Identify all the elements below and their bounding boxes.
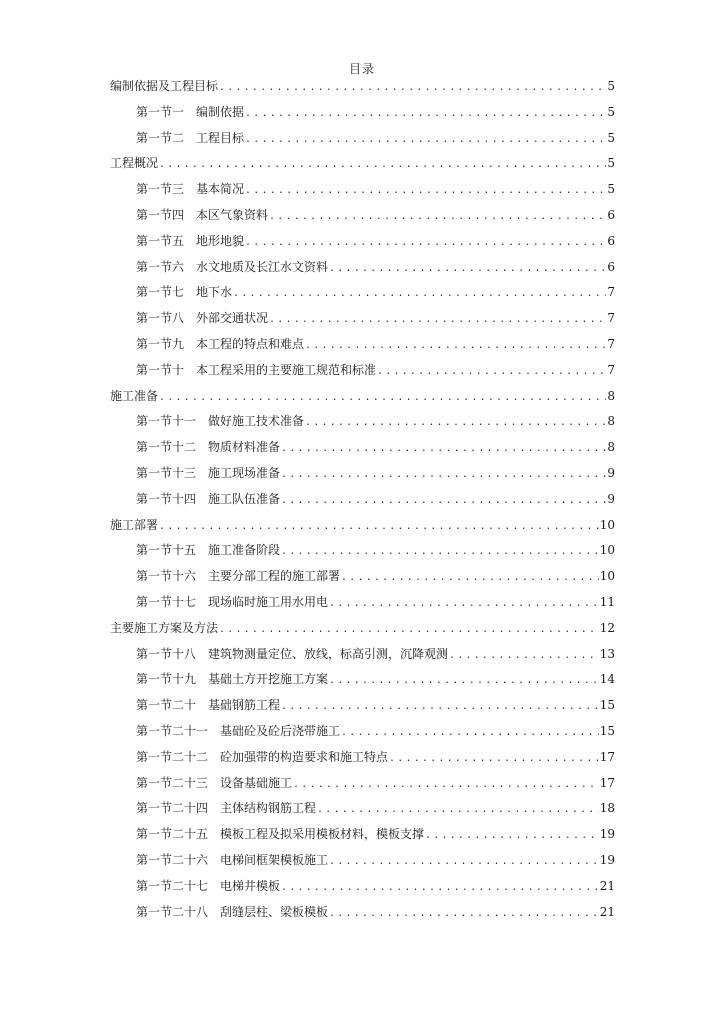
toc-page-number: 5 xyxy=(607,79,615,93)
toc-dot-leader xyxy=(159,159,606,170)
toc-subsection-entry[interactable] xyxy=(110,309,615,335)
toc-entry-label xyxy=(110,154,158,171)
toc-entry-text: 电梯间框架模板施工 xyxy=(220,852,329,867)
toc-entry-number: 第一节二十四 xyxy=(136,801,209,816)
toc-page-number: 21 xyxy=(599,878,615,893)
toc-entry-label xyxy=(110,516,158,533)
toc-entry-text: 模板工程及拟采用模板材料，模板支撑 xyxy=(220,827,425,842)
toc-chapter-entry[interactable] xyxy=(110,387,615,413)
toc-dot-leader xyxy=(281,495,606,506)
toc-entry-label xyxy=(136,129,244,146)
toc-dot-leader xyxy=(341,572,599,583)
table-of-contents xyxy=(110,77,615,928)
toc-subsection-entry[interactable] xyxy=(110,180,615,206)
toc-entry-text: 本区气象资料 xyxy=(196,207,269,222)
toc-entry-number: 第一节十 xyxy=(136,362,185,377)
toc-entry-text: 主要分部工程的施工部署 xyxy=(208,569,341,584)
toc-page-number: 14 xyxy=(599,672,615,687)
toc-dot-leader xyxy=(329,856,599,867)
toc-entry-label xyxy=(136,722,340,739)
toc-subsection-entry[interactable] xyxy=(110,722,615,748)
toc-subsection-entry[interactable] xyxy=(110,903,615,929)
toc-entry-label xyxy=(136,103,244,120)
toc-entry-number: 第一节七 xyxy=(136,285,185,300)
toc-entry-text: 基础钢筋工程 xyxy=(208,698,281,713)
toc-dot-leader xyxy=(449,650,599,661)
toc-page-number: 9 xyxy=(607,491,615,506)
toc-page-number: 7 xyxy=(607,311,615,326)
toc-entry-number: 第一节六 xyxy=(136,259,185,274)
toc-entry-number: 第一节四 xyxy=(136,207,185,222)
toc-entry-number: 第一节十五 xyxy=(136,543,197,558)
toc-page-number: 6 xyxy=(607,207,615,222)
toc-entry-label xyxy=(136,541,280,558)
toc-entry-label xyxy=(136,490,280,507)
toc-subsection-entry[interactable] xyxy=(110,412,615,438)
toc-entry-label xyxy=(136,283,232,300)
toc-entry-text: 基本简况 xyxy=(196,182,245,197)
toc-dot-leader xyxy=(305,417,606,428)
toc-subsection-entry[interactable] xyxy=(110,438,615,464)
toc-entry-text: 建筑物测量定位、放线，标高引测，沉降观测 xyxy=(208,646,449,661)
toc-subsection-entry[interactable] xyxy=(110,799,615,825)
toc-entry-label xyxy=(136,180,244,197)
toc-entry-label xyxy=(136,335,304,352)
toc-subsection-entry[interactable] xyxy=(110,877,615,903)
toc-subsection-entry[interactable] xyxy=(110,258,615,284)
toc-entry-text: 现场临时施工用水用电 xyxy=(208,594,329,609)
toc-entry-number: 第一节二十七 xyxy=(136,878,209,893)
toc-entry-label xyxy=(136,309,268,326)
toc-entry-label xyxy=(136,232,244,249)
toc-entry-number: 第一节二十五 xyxy=(136,827,209,842)
toc-entry-number: 第一节八 xyxy=(136,311,185,326)
toc-entry-number: 第一节二十 xyxy=(136,698,197,713)
toc-entry-label xyxy=(136,696,280,713)
toc-entry-text: 施工队伍准备 xyxy=(208,491,281,506)
toc-dot-leader xyxy=(329,675,599,686)
toc-entry-number: 第一节九 xyxy=(136,336,185,351)
toc-entry-number: 第一节十三 xyxy=(136,465,197,480)
toc-entry-number: 第一节十六 xyxy=(136,569,197,584)
toc-dot-leader xyxy=(293,779,599,790)
toc-page-number: 8 xyxy=(607,414,615,429)
toc-dot-leader xyxy=(245,134,606,145)
toc-dot-leader xyxy=(281,882,599,893)
toc-page-number: 7 xyxy=(607,362,615,377)
toc-entry-label xyxy=(136,464,280,481)
toc-page-number: 10 xyxy=(599,569,615,584)
toc-entry-text: 刮缝层柱、梁板模板 xyxy=(220,904,329,919)
toc-entry-label xyxy=(136,412,304,429)
toc-subsection-entry[interactable] xyxy=(110,696,615,722)
toc-dot-leader xyxy=(281,701,599,712)
toc-entry-number: 第一节十四 xyxy=(136,491,197,506)
toc-subsection-entry[interactable] xyxy=(110,283,615,309)
toc-entry-number: 第一节二十八 xyxy=(136,904,209,919)
toc-entry-label xyxy=(136,567,340,584)
toc-page-number: 5 xyxy=(607,130,615,145)
toc-entry-text: 水文地质及长江水文资料 xyxy=(196,259,329,274)
toc-dot-leader xyxy=(281,546,599,557)
toc-entry-text: 工程概况 xyxy=(110,156,159,171)
toc-subsection-entry[interactable] xyxy=(110,851,615,877)
toc-entry-label xyxy=(136,206,268,223)
toc-entry-number: 第一节十九 xyxy=(136,672,197,687)
toc-dot-leader xyxy=(317,804,599,815)
toc-dot-leader xyxy=(245,237,606,248)
toc-entry-text: 工程目标 xyxy=(196,130,245,145)
toc-entry-text: 做好施工技术准备 xyxy=(208,414,305,429)
toc-entry-label xyxy=(110,77,218,94)
toc-entry-text: 主要施工方案及方法 xyxy=(110,620,219,635)
toc-entry-number: 第一节五 xyxy=(136,233,185,248)
toc-entry-text: 砼加强带的构造要求和施工特点 xyxy=(220,749,389,764)
toc-subsection-entry[interactable] xyxy=(110,825,615,851)
toc-entry-number: 第一节十八 xyxy=(136,646,197,661)
toc-dot-leader xyxy=(305,340,606,351)
toc-entry-label xyxy=(136,903,328,920)
toc-dot-leader xyxy=(245,108,606,119)
toc-subsection-entry[interactable] xyxy=(110,129,615,155)
toc-dot-leader xyxy=(269,314,606,325)
toc-subsection-entry[interactable] xyxy=(110,541,615,567)
toc-entry-text: 地形地貌 xyxy=(196,233,245,248)
toc-page-number: 19 xyxy=(599,852,615,867)
toc-dot-leader xyxy=(389,753,599,764)
toc-entry-text: 本工程采用的主要施工规范和标准 xyxy=(196,362,377,377)
toc-dot-leader xyxy=(425,830,599,841)
toc-page-number: 9 xyxy=(607,465,615,480)
toc-dot-leader xyxy=(329,598,599,609)
toc-page-number: 21 xyxy=(599,904,615,919)
toc-page-number: 7 xyxy=(607,285,615,300)
toc-chapter-entry[interactable] xyxy=(110,77,615,103)
toc-page-number: 12 xyxy=(599,620,615,635)
toc-subsection-entry[interactable] xyxy=(110,361,615,387)
toc-entry-text: 基础砼及砼后浇带施工 xyxy=(220,723,341,738)
toc-entry-label xyxy=(136,258,328,275)
toc-entry-label xyxy=(136,361,376,378)
toc-page-number: 8 xyxy=(607,388,615,403)
toc-subsection-entry[interactable] xyxy=(110,567,615,593)
toc-entry-number: 第一节十二 xyxy=(136,440,197,455)
toc-page-number: 17 xyxy=(599,749,615,764)
toc-dot-leader xyxy=(329,908,599,919)
toc-entry-label xyxy=(136,825,424,842)
toc-subsection-entry[interactable] xyxy=(110,748,615,774)
toc-dot-leader xyxy=(219,624,599,635)
toc-title: 目录 xyxy=(348,62,375,76)
toc-entry-number: 第一节二十一 xyxy=(136,723,209,738)
toc-entry-number: 第一节二十六 xyxy=(136,852,209,867)
toc-page-number: 18 xyxy=(599,801,615,816)
toc-page-number: 13 xyxy=(599,646,615,661)
toc-dot-leader xyxy=(233,288,606,299)
toc-dot-leader xyxy=(329,263,606,274)
toc-entry-number: 第一节二十二 xyxy=(136,749,209,764)
toc-chapter-entry[interactable] xyxy=(110,154,615,180)
toc-entry-text: 编制依据 xyxy=(196,104,245,119)
toc-chapter-entry[interactable] xyxy=(110,516,615,542)
toc-page-number: 19 xyxy=(599,827,615,842)
toc-entry-text: 施工现场准备 xyxy=(208,465,281,480)
toc-entry-text: 施工准备阶段 xyxy=(208,543,281,558)
toc-entry-label xyxy=(110,619,218,636)
toc-entry-label xyxy=(136,774,292,791)
toc-page-number: 6 xyxy=(607,233,615,248)
toc-entry-text: 外部交通状况 xyxy=(196,311,269,326)
toc-entry-label xyxy=(136,851,328,868)
toc-dot-leader xyxy=(281,443,606,454)
toc-subsection-entry[interactable] xyxy=(110,593,615,619)
toc-entry-number: 第一节二 xyxy=(136,130,185,145)
toc-entry-label xyxy=(136,593,328,610)
toc-dot-leader xyxy=(269,211,606,222)
toc-dot-leader xyxy=(377,366,606,377)
toc-chapter-entry[interactable] xyxy=(110,619,615,645)
toc-dot-leader xyxy=(341,727,599,738)
toc-subsection-entry[interactable] xyxy=(110,103,615,129)
toc-subsection-entry[interactable] xyxy=(110,206,615,232)
toc-entry-label xyxy=(136,645,448,662)
toc-entry-number: 第一节十一 xyxy=(136,414,197,429)
toc-entry-text: 物质材料准备 xyxy=(208,440,281,455)
toc-page-number: 10 xyxy=(599,517,615,532)
toc-subsection-entry[interactable] xyxy=(110,774,615,800)
toc-entry-label xyxy=(136,799,316,816)
toc-dot-leader xyxy=(281,469,606,480)
toc-page-number: 15 xyxy=(599,698,615,713)
toc-entry-text: 施工部署 xyxy=(110,517,159,532)
toc-page-number: 6 xyxy=(607,259,615,274)
toc-page-number: 11 xyxy=(599,594,615,609)
toc-page-number: 17 xyxy=(599,775,615,790)
toc-entry-text: 本工程的特点和难点 xyxy=(196,336,305,351)
toc-dot-leader xyxy=(245,185,606,196)
toc-page-number: 10 xyxy=(599,543,615,558)
toc-entry-text: 编制依据及工程目标 xyxy=(110,79,219,93)
toc-entry-label xyxy=(136,748,388,765)
toc-entry-text: 施工准备 xyxy=(110,388,159,403)
toc-entry-number: 第一节十七 xyxy=(136,594,197,609)
toc-subsection-entry[interactable] xyxy=(110,335,615,361)
toc-entry-label xyxy=(136,877,280,894)
toc-entry-number: 第一节二十三 xyxy=(136,775,209,790)
toc-entry-number: 第一节三 xyxy=(136,182,185,197)
toc-entry-label xyxy=(136,670,328,687)
toc-entry-number: 第一节一 xyxy=(136,104,185,119)
toc-page-number: 5 xyxy=(607,156,615,171)
toc-subsection-entry[interactable] xyxy=(110,464,615,490)
toc-entry-text: 地下水 xyxy=(196,285,233,300)
toc-entry-text: 设备基础施工 xyxy=(220,775,293,790)
toc-subsection-entry[interactable] xyxy=(110,490,615,516)
toc-dot-leader xyxy=(219,82,606,93)
toc-page-number: 5 xyxy=(607,104,615,119)
toc-page-number: 15 xyxy=(599,723,615,738)
toc-subsection-entry[interactable] xyxy=(110,645,615,671)
toc-entry-text: 主体结构钢筋工程 xyxy=(220,801,317,816)
toc-entry-label xyxy=(110,387,158,404)
toc-dot-leader xyxy=(159,392,606,403)
toc-entry-text: 基础土方开挖施工方案 xyxy=(208,672,329,687)
toc-page-number: 8 xyxy=(607,440,615,455)
toc-page-number: 5 xyxy=(607,182,615,197)
toc-entry-label xyxy=(136,438,280,455)
toc-subsection-entry[interactable] xyxy=(110,232,615,258)
toc-entry-text: 电梯井模板 xyxy=(220,878,281,893)
toc-subsection-entry[interactable] xyxy=(110,670,615,696)
toc-page-number: 7 xyxy=(607,336,615,351)
toc-dot-leader xyxy=(159,521,599,532)
